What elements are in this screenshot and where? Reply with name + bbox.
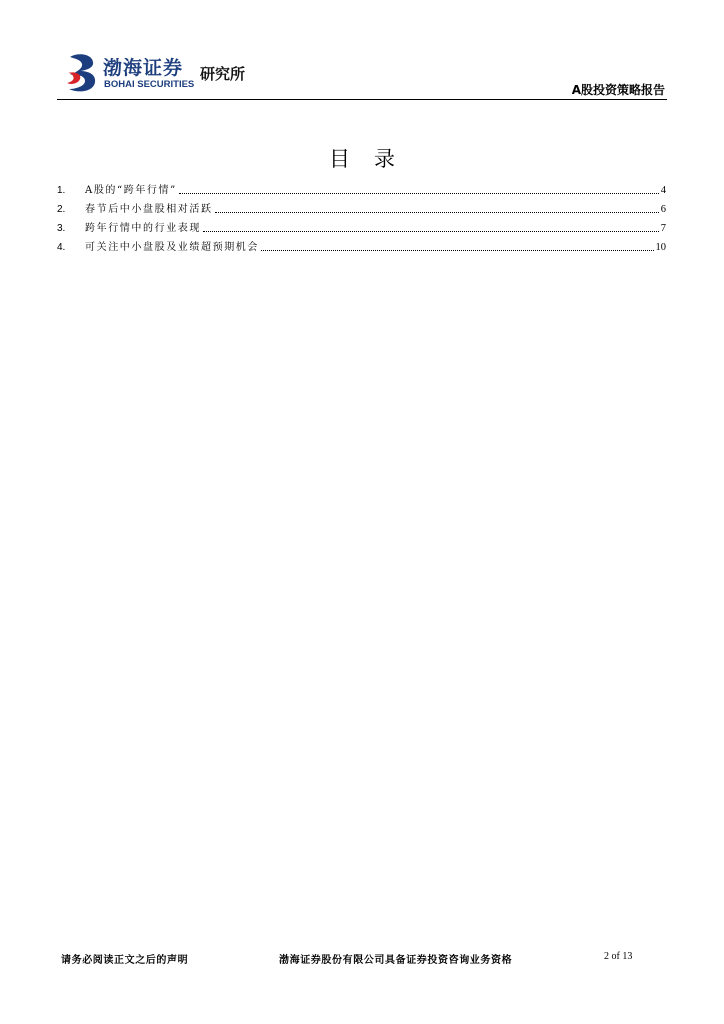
toc-entry-label: A股的“跨年行情” <box>85 185 177 196</box>
toc-entry-page: 6 <box>660 204 666 215</box>
toc-entry-page: 10 <box>655 242 666 253</box>
toc-entry-number: 1. <box>57 185 66 196</box>
brand-name-english: BOHAI SECURITIES <box>104 79 195 90</box>
page-number: 2 of 13 <box>604 951 633 962</box>
toc-entry-page: 7 <box>660 223 666 234</box>
toc-dot-leader <box>203 231 659 232</box>
toc-dot-leader <box>215 212 659 213</box>
toc-title: 目录 <box>329 147 419 171</box>
report-type: A股投资策略报告 <box>571 83 665 97</box>
bohai-logo-icon <box>66 53 100 93</box>
company-logo <box>66 51 266 97</box>
toc-entry-number: 4. <box>57 242 66 253</box>
footer-qualification: 渤海证券股份有限公司具备证券投资咨询业务资格 <box>279 955 513 966</box>
brand-name-chinese: 渤海证券 <box>103 57 184 79</box>
header-divider <box>57 99 667 100</box>
toc-entry-number: 3. <box>57 223 66 234</box>
institute-label: 研究所 <box>200 65 246 83</box>
toc-entry-number: 2. <box>57 204 66 215</box>
toc-entry-label: 跨年行情中的行业表现 <box>85 223 201 234</box>
toc-entry-label: 可关注中小盘股及业绩超预期机会 <box>85 242 259 253</box>
toc-entry[interactable] <box>57 197 666 216</box>
toc-entry-label: 春节后中小盘股相对活跃 <box>85 204 213 215</box>
toc-entry[interactable] <box>57 216 666 235</box>
toc-dot-leader <box>179 193 659 194</box>
toc-dot-leader <box>261 250 654 251</box>
toc-entry[interactable] <box>57 235 666 254</box>
toc-entry[interactable] <box>57 178 666 197</box>
table-of-contents <box>57 178 666 254</box>
footer-disclaimer: 请务必阅读正文之后的声明 <box>61 955 189 966</box>
toc-entry-page: 4 <box>660 185 666 196</box>
